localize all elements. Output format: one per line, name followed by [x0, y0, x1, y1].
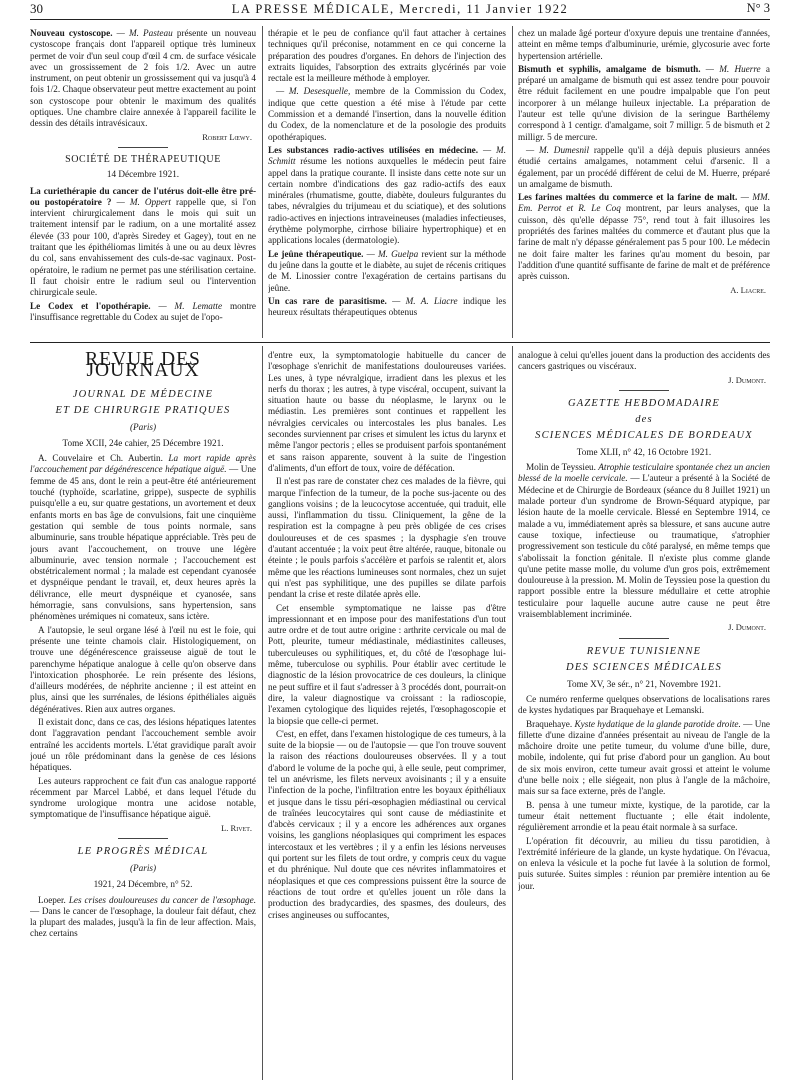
- signature: A. Liacre.: [730, 284, 766, 295]
- paragraph-dumesnil: — M. Dumesnil rappelle qu'il a déjà depuis plusieurs années étudié certains amalgames, notamment celui d'arsenic. Il a également, par un procédé différent de celui de M. Huerre, préparé un amalgame de bismuth.: [518, 144, 770, 189]
- tunisienne-tome: Tome XV, 3e sér., n° 21, Novembre 1921.: [567, 678, 721, 689]
- top-column-3: [518, 28, 770, 338]
- divider: [619, 638, 669, 639]
- gazette-tome: Tome XLII, n° 42, 16 Octobre 1921.: [576, 446, 712, 457]
- paragraph-jeune: Le jeûne thérapeutique. — M. Guelpa revient sur la méthode du jeûne dans la goutte et le diabète, au sujet de récenis critiques de M. Linossier contre l'exagération de certains partisans du jeûne.: [268, 248, 506, 293]
- page-header: [30, 3, 770, 17]
- progres-medical-title: LE PROGRÈS MÉDICAL: [77, 845, 209, 857]
- signature: Robert Lœwy.: [202, 131, 252, 142]
- paragraph-desesquelle: — M. Desesquelle, membre de la Commission du Codex, indique que cette question a été mise à l'étude par cette Commission et a demandé l'insertion, dans la nouvelle édition du Codex, de la nomenclature et de la posologie des produits opothérapiques.: [268, 86, 506, 142]
- paragraph-couvelaire: A. Couvelaire et Ch. Aubertin. La mort rapide après l'accouchement par dégénérescence hépatique aiguë. — Une femme de 45 ans, dont le rein a peut-être été antérieurement touché (typhoïde, scarlatine, grippe), suspecte de syphilis puisqu'elle a eu, sur quatre gestations, un avortement et deux enfants morts en bas âge de convulsions, fait une cinquième gestation qui semble de tous points normale, sans albuminurie, sans trouble hépatique appréciable. Très peu de jours avant l'accouchement, on trouve une légère albuminurie, avec tension normale ; l'accouchement est obstétricalement normal ; la malade est cependant cyanosée et dyspnéique pendant le travail, et, deux heures après la délivrance, elle meurt dyspnéique et cyanosée, sans hémorragie, sans convulsions, sans hypertension, sans phénomènes urémiques ni comateux, sans ictère.: [30, 453, 256, 622]
- divider: [619, 390, 669, 391]
- top-column-1: [30, 28, 256, 338]
- divider: [118, 147, 168, 148]
- paragraph-parasitisme-continued: chez un malade âgé porteur d'oxyure depuis une trentaine d'années, atteint en même temps d'albuminurie, urémie, glycosurie avec forte hypertension artérielle.: [518, 28, 770, 61]
- revue-tunisienne-title: REVUE TUNISIENNE DES SCIENCES MÉDICALES: [566, 645, 722, 673]
- paragraph-tumeur-mixte: B. pensa à une tumeur mixte, kystique, de la parotide, car la tumeur était nettement fluctuante ; elle était indolente, régulièrement arrondie et la peau était normale à sa surface.: [518, 799, 770, 833]
- paragraph-braquehaye: Braquehaye. Kyste hydatique de la glande parotide droite. — Une fillette d'une dizaine d'années présentait au niveau de l'angle de la mâchoire droite une petite tumeur, du volume d'une bille, dure, mobile, indolente, qui fut prise d'abord pour un ganglion. Au bout de six mois environ, cette tumeur avait grossi et atteint le volume d'une belle noix ; elle siégeait, non plus à l'angle de la mâchoire, mais sur sa face externe, près de l'angle.: [518, 718, 770, 797]
- paragraph-curietherapie: La curiethérapie du cancer de l'utérus doit-elle être pré- ou postopératoire ? — M. Oppert rappelle que, si l'on intervient chirurgicalement dans le mois qui suit un traitement intensif par le radium, on a une mortalité assez élevée (33 pour 100, d'après Siredey et Gagey), tout en ne traitant que les épithéliomas limités à une ou au deux lèvres du col, sans envahissement des culs-de-sac vaginaux. Post-opératoire, le radium ne permet pas une stérilisation certaine. Il faut choisir entre le radium seul ou l'intervention chirurgicale seule.: [30, 185, 256, 298]
- column-rule: [262, 26, 263, 338]
- paragraph-loeper-end: analogue à celui qu'elles jouent dans la production des accidents des cancers gastriques ou viscéraux.: [518, 350, 770, 372]
- signature: J. Dumont.: [728, 374, 766, 385]
- paragraph-radio-actives: Les substances radio-actives utilisées en médecine. — M. Schmitt résume les notions auxquelles le médecin peut faire appel dans la pratique courante. Il insiste dans cette note sur un certain nombre d'indications des gaz radio-actifs des eaux minérales (rhumatisme, goutte, diabète, douleurs fulgurantes du tabes, névralgies du trijumeau et du sciatique), et des solutions radio-actives en injections intraveineuses (maladies infectieuses, érythème polymorphe, cirrhose biliaire hypertrophique) et en applications locales (dermatologie).: [268, 144, 506, 246]
- paragraph-loeper-continued: d'entre eux, la symptomatologie habituelle du cancer de l'œsophage s'enrichit de manifestations douloureuses variées. Les unes, à type névralgique, irradient dans les plexus et les nerfs du thorax ; les autres, à type viscéral, occupent, suivant la situation haute ou basse du néoplasme, le larynx ou le médiastin. Les premières sont continues et rappellent les névralgies cervicales ou intercostales les plus banales. Les secondes surviennent par crises et simulent les ictus du larynx et même l'angor pectoris ; elles se produisent parfois spontanément et sans raison apparente, souvent à la suite de l'ingestion d'aliments, d'un effort de toux, voire de défécation.: [268, 350, 506, 473]
- section-rule: [30, 342, 770, 343]
- paragraph-autopsie: A l'autopsie, le seul organe lésé à l'œil nu est le foie, qui présente une teinte chamois clair. Histologiquement, on trouve une dégénérescence graisseuse aiguë de tout le parenchyme hépatique analogue à celle qu'on observe dans l'intoxication phosphorée. Le rein présente des lésions, d'ailleurs modérées, de néphrite ancienne ; il est atteint en plus, ainsi que les surrénales, de lésions épithéliales aiguës dégénératives. Rien aux autres organes.: [30, 624, 256, 714]
- divider: [118, 838, 168, 839]
- journal-tome: Tome XCII, 24e cahier, 25 Décembre 1921.: [62, 437, 224, 448]
- paragraph-molin: Molin de Teyssieu. Atrophie testiculaire spontanée chez un ancien blessé de la moelle cervicale. — L'auteur a présenté à la Société de Médecine et de Chirurgie de Bordeaux (séance du 8 Juillet 1921) un malade porteur d'un syndrome de Brown-Séquard atypique, par lésion haute de la moelle cervicale. Blessé en Septembre 1914, ce malade a vu, immédiatement après sa blessure, et sans aucune autre cause toxique, infectieuse ou traumatique, s'atrophier progressivement son testicule du côté paralysé, en même temps que s'abolissait la fonction génitale. Il n'existe plus comme glande qu'une petite masse molle, du volume d'un gros pois, extrêmement douloureuse à la pression. M. Molin de Teyssieu pose la question du rapport possible entre la blessure médullaire et cette atrophie testiculaire pour laquelle aucune autre cause ne peut être vraisemblablement incriminée.: [518, 462, 770, 620]
- paragraph-ensemble: Cet ensemble symptomatique ne laisse pas d'être impressionnant et en impose pour des manifestations d'un tout autre ordre et de tout autre origine : arthrite cervicale ou mal de Pott, pleurite, tumeur médiastinale, médiastinites calleuses, tuberculeuses ou syphilitiques, et, du côté de l'œsophage lui-même, tuberculose ou syphilis. Pour établir avec certitude le diagnostic de la lésion provocatrice de ces douleurs, la clinique ne peut suffire et il faut s'adresser à 3 procédés dont, pourrait-on dire, la valeur diagnostique va croissant : la radioscopie, l'examen cytologique des liquides rejetés, l'œsophagoscopie et la biopsie que celle-ci permet.: [268, 602, 506, 726]
- bottom-column-2: [268, 350, 506, 1080]
- progres-city: (Paris): [129, 862, 157, 873]
- gazette-title: GAZETTE HEBDOMADAIRE des SCIENCES MÉDICALES DE BORDEAUX: [535, 397, 753, 441]
- column-rule: [262, 346, 263, 1080]
- paragraph-loeper: Loeper. Les crises douloureuses du cancer de l'œsophage. — Dans le cancer de l'œsophage, la douleur fait défaut, chez la plupart des malades, jusqu'à la fin de leur affection. Mais, chez certains: [30, 894, 256, 939]
- signature: L. Rivet.: [221, 822, 252, 833]
- paragraph-numero: Ce numéro renferme quelques observations de localisations rares de kystes hydatiques par Braquehaye et Lemanski.: [518, 693, 770, 716]
- section-title: SOCIÉTÉ DE THÉRAPEUTIQUE: [65, 153, 221, 165]
- paragraph-operation: L'opération fit découvrir, au milieu du tissu parotidien, à l'extrémité inférieure de la glande, un kyste hydatique. On l'évacua, on enleva la vésicule et la poche fut lavée à la solution de formol, puis suturée. Suites simples : réunion par première intention au 6e jour.: [518, 835, 770, 891]
- column-rule: [512, 26, 513, 338]
- paragraph-auteurs: Les auteurs rapprochent ce fait d'un cas analogue rapporté récemment par Marcel Labbé, et dans lequel l'étude du syndrome urologique montra une acidose notable, symptomatique de l'insuffisance hépatique aiguë.: [30, 775, 256, 820]
- journal-title: JOURNAL DE MÉDECINE ET DE CHIRURGIE PRATIQUES: [55, 388, 231, 416]
- top-column-2: [268, 28, 506, 338]
- bottom-column-1: [30, 350, 256, 1080]
- paragraph-codex: Le Codex et l'opothérapie. — M. Lematte montre l'insuffisance regrettable du Codex au sujet de l'opo-: [30, 300, 256, 322]
- paragraph-nouveau-cystoscope: Nouveau cystoscope. — M. Pasteau présente un nouveau cystoscope français dont l'appareil optique très lumineux permet de voir d'un seul coup d'œil 4 cm. de surface vésicale avec un grossissement de 2 fois 1/2. Avec un autre instrument, on peut obtenir un grossissement qui va jusqu'à 4 fois 1/2. Chaque observateur peut mettre exactement au point son cystoscope pour obtenir le maximum des qualités optiques. Une chambre claire annexée à l'appareil facilite le dessin des détails intravésicaux.: [30, 28, 256, 129]
- signature: J. Dumont.: [728, 622, 766, 633]
- paragraph-codex-continued: thérapie et le peu de confiance qu'il faut attacher à certaines techniques qu'il préconise, notamment en ce qui concerne la préparation des poudres d'organes. En dehors de l'injection des extraits liquides, l'absorption des extraits glycérinés par voie rectale est la meilleure méthode à employer.: [268, 28, 506, 84]
- page-number: 30: [30, 1, 43, 16]
- column-rule: [512, 346, 513, 1080]
- paragraph-parasitisme: Un cas rare de parasitisme. — M. A. Liacre indique les heureux résultats thérapeutiques obtenus: [268, 295, 506, 318]
- issue-number: N° 3: [746, 1, 770, 15]
- paragraph-bismuth: Bismuth et syphilis, amalgame de bismuth. — M. Huerre a préparé un amalgame de bismuth qui est assez tendre pour pouvoir être réduit facilement en une poudre impalpable que l'on peut incorporer à un mélange huileux injectable. La préparation de l'auteur est telle qu'une division de la seringue Barthélemy correspond à 1 centigr. d'amalgame, soit 7 milligr. 5 de bismuth et 2 milligr. 5 de mercure.: [518, 63, 770, 142]
- revue-des-journaux-heading: REVUE DES JOURNAUX: [85, 350, 201, 382]
- journal-city: (Paris): [129, 421, 157, 432]
- running-title: LA PRESSE MÉDICALE, Mercredi, 11 Janvier 1922: [231, 2, 569, 16]
- bottom-column-3: [518, 350, 770, 1080]
- section-date: 14 Décembre 1921.: [106, 169, 180, 180]
- paragraph-farines-maltees: Les farines maltées du commerce et la farine de malt. — MM. Em. Perrot et R. Le Coq montrent, par leurs analyses, que la cuisson, dès qu'elle dépasse 75°, rend tout à fait illusoires les propriétés des farines maltées du commerce et d'autant plus que la farine de malt n'y dépasse généralement pas 5 pour 100. Le médecin ne doit faire malter les farines qu'au moment du besoin, par l'addition d'une quantité suffisante de farine de malt et de préférence après cuisson.: [518, 192, 770, 282]
- paragraph-lesions-hepatiques: Il existait donc, dans ce cas, des lésions hépatiques latentes dont l'aggravation pendant l'accouchement semble avoir entraîné les accidents mortels. L'état gravidique paraît avoir joué un rôle prédominant dans la genèse de ces lésions hépatiques.: [30, 717, 256, 773]
- paragraph-examen: C'est, en effet, dans l'examen histologique de ces tumeurs, à la suite de la biopsie — ou de l'autopsie — que l'on trouve souvent la raison des réactions douloureuses observées. Il y a tout d'abord le volume de la poche qui, à elle seule, peut comprimer, tel un anévrisme, les filets nerveux avoisinants ; il y a ensuite l'infection de la poche, l'infiltration entre les boyaux épithéliaux et jusque dans le tissu péri-œsophagien médiastinal ou cervical de traînées leucocytaires qui sont cause de médiastinite et d'abcès cervicaux ; il y a encore les adhérences aux organes voisins, les ganglions néoplasiques qui compriment les espaces intercostaux et les vertèbres ; il y a enfin les lésions nerveuses qui portent sur les filets de tout ordre, y compris ceux du vague et du phrénique. Nul doute que ces névrites inflammatoires et néoplasiques et que ces compressions puissent être la source de réactions de tout ordre et qu'elles jouent un rôle dans la production des bradycardies, des spasmes, des douleurs, des crises angineuses ou suffocantes,: [268, 728, 506, 920]
- header-rule: [30, 19, 770, 20]
- progres-tome: 1921, 24 Décembre, n° 52.: [93, 879, 193, 890]
- paragraph-fievre: Il n'est pas rare de constater chez ces malades de la fièvre, qui marque l'infection de la tumeur, de la poche sus-jacente ou des ganglions voisins ; de la leucocytose accentuée, qui traduit, elle aussi, l'inflammation du tissu. Cliniquement, la gêne de la respiration est la compagne à peu près obligée de ces crises douloureuses et de ces spasmes ; la dysphagie s'en trouve d'autant accentuée ; la voix peut être altérée, rauque, bitonale ou éteinte ; le pouls parfois s'accélère et parfois se ralentit et, alors même que les réactions lumineuses sont normales, chez un sujet qui n'est pas syphilitique, une des pupilles se dilate parfois pendant la crise et reste dilatée après elle.: [268, 476, 506, 600]
